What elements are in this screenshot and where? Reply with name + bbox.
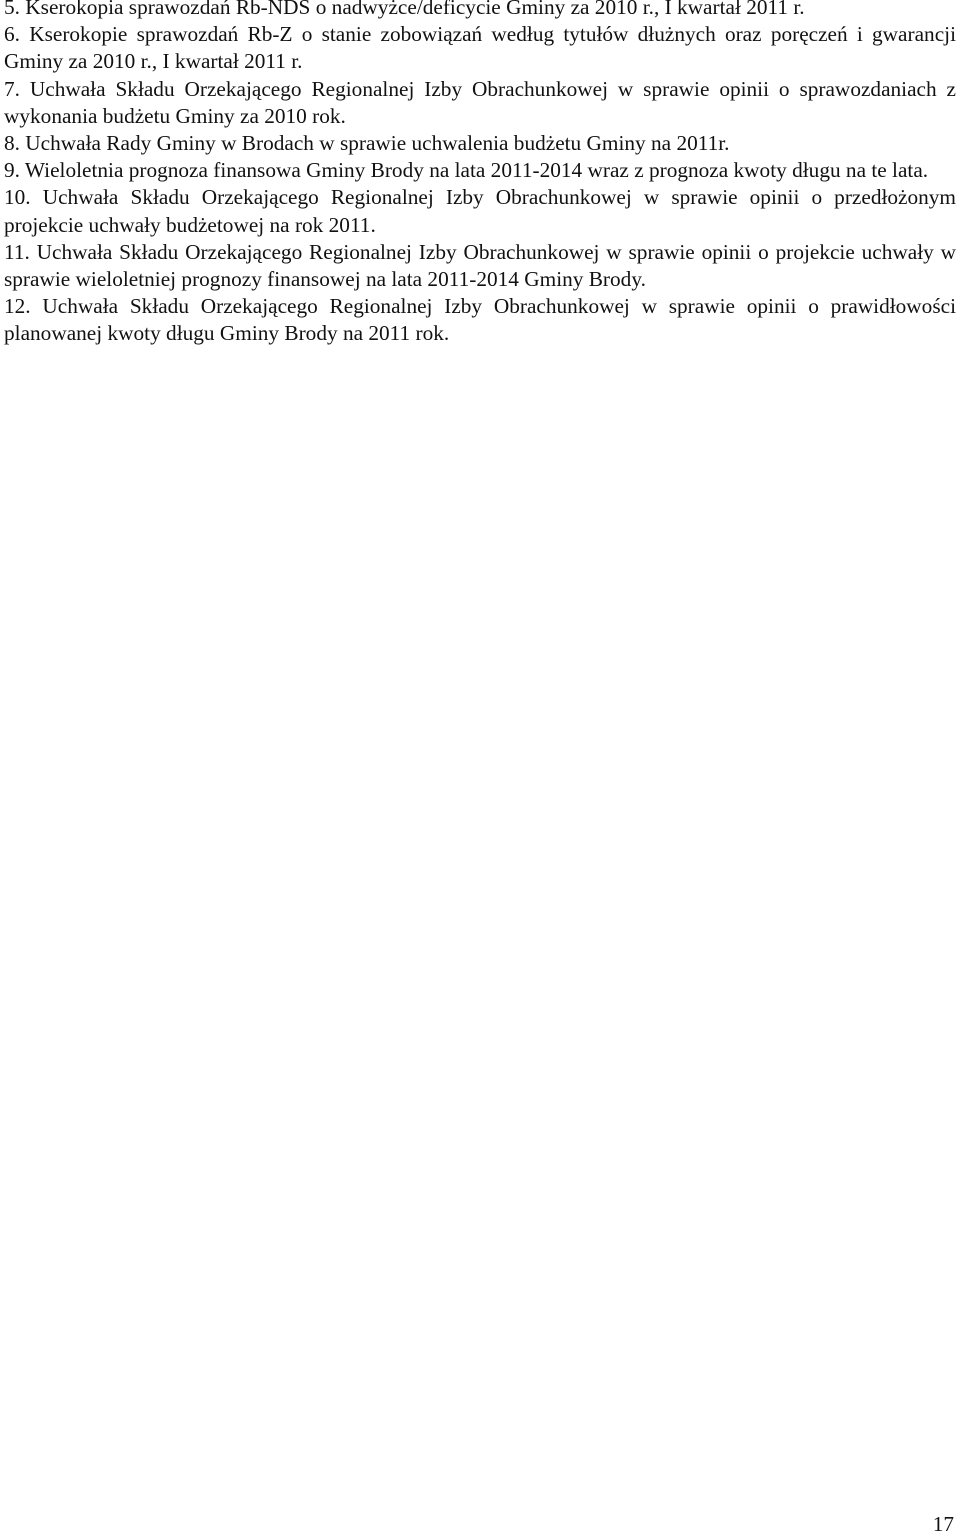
list-item-12: 12. Uchwała Składu Orzekającego Regionalnej Izby Obrachunkowej w sprawie opinii o prawidłowości planowanej kwoty długu Gminy Brody na 2011 rok. <box>4 294 956 346</box>
list-item-5: 5. Kserokopia sprawozdań Rb-NDS o nadwyżce/deficycie Gminy za 2010 r., I kwartał 2011 r. <box>4 0 805 19</box>
page-number: 17 <box>932 1512 954 1536</box>
list-item-7: 7. Uchwała Składu Orzekającego Regionalnej Izby Obrachunkowej w sprawie opinii o sprawozdaniach z wykonania budżetu Gminy za 2010 rok. <box>4 76 956 128</box>
list-item-9: 9. Wieloletnia prognoza finansowa Gminy Brody na lata 2011-2014 wraz z prognoza kwoty długu na te lata. <box>4 158 929 183</box>
list-item-11: 11. Uchwała Składu Orzekającego Regionalnej Izby Obrachunkowej w sprawie opinii o projekcie uchwały w sprawie wieloletniej prognozy finansowej na lata 2011-2014 Gminy Brody. <box>4 239 956 292</box>
list-item-10: 10. Uchwała Składu Orzekającego Regionalnej Izby Obrachunkowej w sprawie opinii o przedłożonym projekcie uchwały budżetowej na rok 2011. <box>4 185 956 237</box>
list-item-8: 8. Uchwała Rady Gminy w Brodach w sprawie uchwalenia budżetu Gminy na 2011r. <box>4 131 730 156</box>
document-body <box>4 0 956 348</box>
list-item-6: 6. Kserokopie sprawozdań Rb-Z o stanie zobowiązań według tytułów dłużnych oraz poręczeń i gwarancji Gminy za 2010 r., I kwartał 2011 r. <box>4 22 956 74</box>
